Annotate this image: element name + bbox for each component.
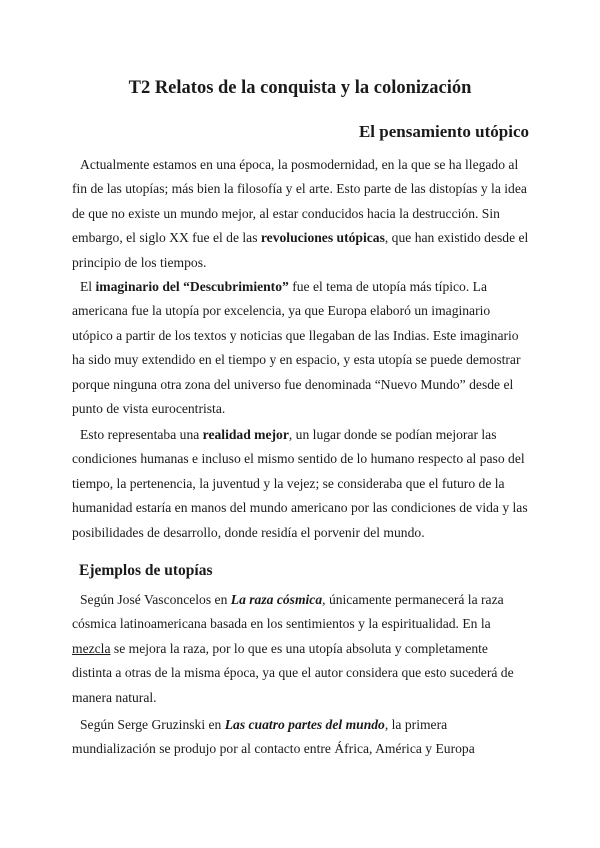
paragraph-text: , únicamente permanecerá la raza cósmica latinoamericana basada en los sentimientos y la espiritualidad. En la bbox=[72, 592, 504, 632]
paragraph-descubrimiento bbox=[72, 275, 530, 421]
underlined-term: mezcla bbox=[72, 640, 111, 656]
paragraph-text: fue el tema de utopía más típico. La americana fue la utopía por excelencia, ya que Europa elaboró un imaginario utópico a partir de los textos y noticias que llegaban de las Indias. Este imaginario ha sido muy extendido en el tiempo y en espacio, y esta utopía se puede demostrar porque ninguna otra zona del universo fue denominada “Nuevo Mundo” desde el punto de vista eurocentrista. bbox=[72, 279, 521, 417]
paragraph-vasconcelos bbox=[72, 588, 530, 710]
paragraph-realidad-mejor bbox=[72, 423, 530, 545]
book-title: Las cuatro partes del mundo bbox=[224, 717, 385, 732]
paragraph-text: Esto representaba una bbox=[80, 427, 203, 442]
paragraph-text: Según Serge Gruzinski en bbox=[80, 717, 225, 732]
paragraph-text: , la primera mundialización se produjo por al contacto entre África, América y Europa bbox=[72, 717, 475, 757]
section-heading-ejemplos: Ejemplos de utopías bbox=[79, 562, 213, 579]
paragraph-posmodernidad bbox=[72, 153, 530, 275]
section-title-pensamiento-utopico: El pensamiento utópico bbox=[358, 122, 529, 141]
paragraph-text: , un lugar donde se podían mejorar las condiciones humanas e incluso el mismo sentido de lo humano respecto al paso del tiempo, la pertenencia, la juventud y la vejez; se consideraba que el futuro de la humanidad estaría en manos del mundo americano por las condiciones de vida y las posibilidades de desarrollo, donde residía el porvenir del mundo. bbox=[72, 427, 528, 540]
paragraph-text: se mejora la raza, por lo que es una utopía absoluta y completamente distinta a otras de la misma época, ya que el autor considera que esto sucederá de manera natural. bbox=[72, 640, 514, 705]
bold-term: realidad mejor bbox=[202, 427, 289, 442]
paragraph-gruzinski bbox=[72, 713, 530, 762]
paragraph-text: Actualmente estamos en una época, la posmodernidad, en la que se ha llegado al fin de las utopías; más bien la filosofía y el arte. Esto parte de las distopías y la idea de que no existe un mundo mejor, al estar conducidos hacia la destrucción. Sin embargo, el siglo XX fue el de las bbox=[72, 157, 527, 246]
paragraph-text: El bbox=[80, 279, 96, 294]
paragraph-text: Según José Vasconcelos en bbox=[80, 592, 231, 607]
document-title: T2 Relatos de la conquista y la colonización bbox=[128, 78, 472, 98]
bold-term: revoluciones utópicas bbox=[260, 230, 385, 246]
paragraph-text: , que han existido desde el principio de los tiempos. bbox=[72, 230, 529, 270]
book-title: La raza cósmica bbox=[230, 592, 323, 607]
bold-term: imaginario del “Descubrimiento” bbox=[95, 279, 289, 294]
